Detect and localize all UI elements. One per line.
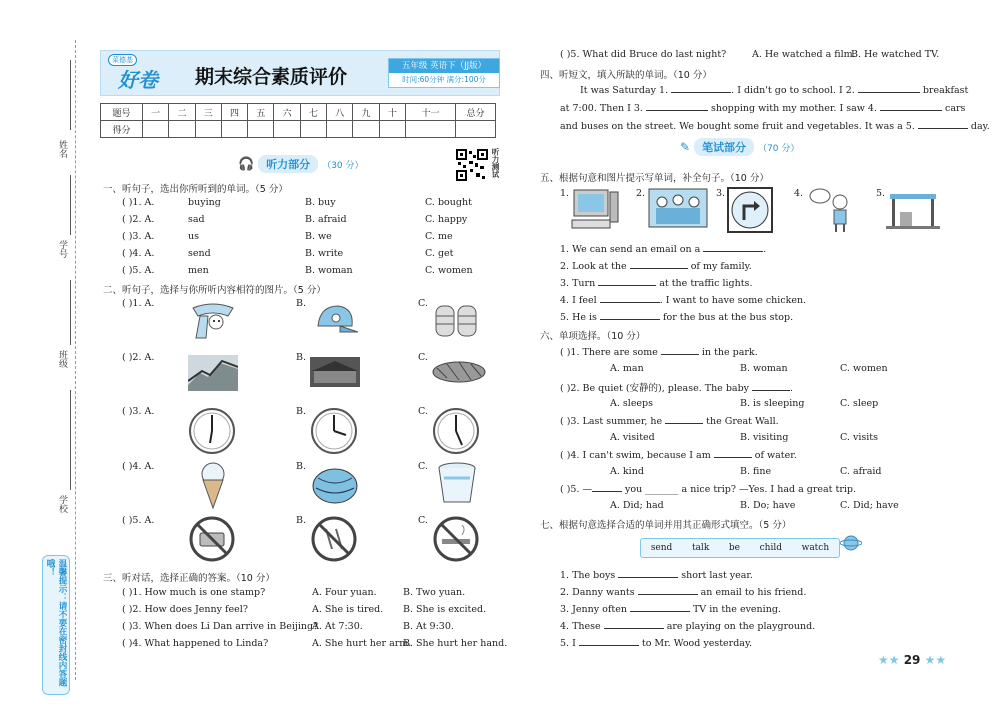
hungry-boy-picture[interactable] [806, 186, 856, 230]
fill-blank[interactable] [592, 483, 622, 492]
option-a[interactable]: A. sleeps [610, 398, 654, 409]
score-cell: 二 [169, 104, 195, 121]
sentence-text: 1. We can send an email on a [560, 244, 704, 255]
option-b[interactable]: B. write [305, 248, 344, 259]
dialogue-question: ( )3. When does Li Dan arrive in Beijing? [122, 621, 319, 632]
fill-blank[interactable] [598, 277, 656, 286]
option-b[interactable]: B. He watched TV. [851, 49, 940, 60]
writing-section-header [680, 138, 799, 156]
option-c[interactable]: C. happy [425, 214, 468, 225]
passage-line [580, 84, 968, 96]
sentence-item [560, 637, 752, 649]
gloves-picture[interactable] [432, 298, 482, 342]
question-number: ( )2. A. [122, 352, 155, 363]
no-smoking-sign[interactable] [432, 515, 480, 563]
sentence-item [560, 294, 806, 306]
fill-blank[interactable] [604, 620, 664, 629]
grade-label: 五年级 英语下（JJ版） [389, 59, 499, 73]
option-c: C. [418, 515, 428, 526]
score-cell: 十 [379, 104, 405, 121]
dialogue-question: ( )1. How much is one stamp? [122, 587, 266, 598]
option-a[interactable]: buying [188, 197, 221, 208]
sentence-text: at the traffic lights. [656, 278, 753, 289]
score-cell: 八 [327, 104, 353, 121]
option-b[interactable]: B. is sleeping [740, 398, 805, 409]
sentence-item [560, 620, 815, 632]
option-b: B. [296, 352, 307, 363]
sentence-item [560, 260, 752, 272]
choice-question [560, 380, 793, 394]
option-a[interactable]: A. At 7:30. [312, 621, 363, 632]
star-icon: ★★ [878, 653, 900, 667]
option-c: C. [418, 406, 428, 417]
bus-stop-picture[interactable] [886, 190, 940, 234]
listening-section-header [238, 155, 364, 173]
sentence-text: 2. Look at the [560, 261, 630, 272]
option-a[interactable]: A. Four yuan. [312, 587, 377, 598]
option-c: C. [418, 352, 428, 363]
pencil-icon: ✎ [680, 140, 691, 154]
score-cell: 一 [143, 104, 169, 121]
option-b[interactable]: B. woman [305, 265, 353, 276]
option-c[interactable]: C. me [425, 231, 453, 242]
picture-number: 1. [560, 188, 570, 199]
star-icon: ★★ [924, 653, 947, 667]
question-text: . [790, 383, 794, 394]
sentence-text: 5. He is [560, 312, 600, 323]
turn-right-sign[interactable] [726, 186, 776, 230]
choice-question [560, 483, 856, 495]
question-number: ( )3. A. [122, 406, 155, 417]
sentence-text: . I want to have some chicken. [659, 295, 807, 306]
fill-blank[interactable] [600, 294, 660, 303]
score-input[interactable] [195, 121, 221, 138]
option-c[interactable]: C. women [840, 363, 888, 374]
passage-text: and buses on the street. We bought some fruit and vegetables. It was a 5. [560, 121, 918, 132]
option-c: C. [418, 461, 428, 472]
option-a[interactable]: A. visited [610, 432, 655, 443]
name-line[interactable] [70, 60, 71, 130]
option-a[interactable]: A. He watched a film. [752, 49, 856, 60]
great-wall-picture[interactable] [188, 355, 238, 399]
sentence-item [560, 277, 752, 289]
passage-text: It was Saturday 1. [580, 85, 672, 96]
class-label: 班级 [57, 350, 67, 368]
school-line[interactable] [70, 390, 71, 490]
score-cell: 十一 [405, 104, 455, 121]
name-label: 姓名 [57, 140, 67, 158]
fill-blank[interactable] [618, 569, 678, 578]
sentence-text: for the bus at the bus stop. [659, 312, 794, 323]
option-b[interactable]: B. visiting [740, 432, 789, 443]
fill-blank[interactable] [630, 260, 688, 269]
dialogue-question: ( )4. What happened to Linda? [122, 638, 269, 649]
sentence-text: 3. Jenny often [560, 604, 630, 615]
option-a[interactable]: us [188, 231, 199, 242]
fill-blank[interactable] [858, 84, 920, 93]
word-bank-item: watch [801, 543, 830, 553]
question-text: ( )1. There are some [560, 347, 661, 358]
palace-picture[interactable] [310, 357, 360, 401]
clock-picture[interactable] [432, 407, 480, 455]
question-number: ( )1. A. [122, 298, 155, 309]
option-b: B. [296, 461, 307, 472]
passage-text: shopping with my mother. I saw 4. [707, 103, 880, 114]
binding-margin [0, 0, 95, 711]
word-bank-item: send [650, 543, 673, 553]
picture-number: 3. [716, 188, 726, 199]
score-input[interactable] [169, 121, 195, 138]
sentence-text: an email to his friend. [697, 587, 807, 598]
sentence-item [560, 603, 781, 615]
option-a[interactable]: A. Did; had [610, 500, 664, 511]
option-a[interactable]: A. man [610, 363, 644, 374]
question-text: in the park. [698, 347, 758, 358]
option-b[interactable]: B. She is excited. [403, 604, 487, 615]
option-c[interactable]: C. sleep [840, 398, 879, 409]
score-input[interactable] [274, 121, 300, 138]
fill-blank[interactable] [630, 603, 690, 612]
option-c[interactable]: C. visits [840, 432, 878, 443]
picture-number: 2. [636, 188, 646, 199]
student-id-label: 学号 [57, 240, 67, 258]
section2-title: 二、听句子，选择与你所听内容相符的图片。（5 分） [103, 285, 326, 296]
choice-question [560, 449, 797, 461]
question-number: ( )5. A. [122, 265, 155, 276]
sentence-text: 1. The boys [560, 570, 619, 581]
writing-points: （70 分） [758, 143, 800, 154]
option-b[interactable]: B. Do; have [740, 500, 796, 511]
writing-title: 笔试部分 [694, 138, 754, 156]
option-a[interactable]: men [188, 265, 209, 276]
family-photo-picture[interactable] [648, 188, 708, 232]
listening-title: 听力部分 [258, 155, 318, 173]
qr-label: 听力测试 [491, 148, 500, 178]
tip-box: 温馨提示：请不要在密封线内答题哦！ [42, 555, 70, 695]
section7-title: 七、根据句意选择合适的单词并用其正确形式填空。（5 分） [540, 520, 792, 531]
option-b[interactable]: B. afraid [305, 214, 347, 225]
sentence-text: 3. Turn [560, 278, 599, 289]
question-number: ( )2. A. [122, 214, 155, 225]
sentence-text: . [763, 244, 767, 255]
section5-title: 五、根据句意和图片提示写单词，补全句子。（10 分） [540, 173, 769, 184]
sentence-item [560, 586, 806, 598]
ice-cream-picture[interactable] [188, 460, 238, 510]
word-bank-item: talk [691, 543, 710, 553]
fill-blank[interactable] [703, 243, 763, 252]
page-title: 期末综合素质评价 [195, 66, 348, 88]
grade-box [388, 58, 500, 88]
fill-blank[interactable] [714, 449, 752, 458]
score-cell: 五 [248, 104, 274, 121]
section3-title: 三、听对话，选择正确的答案。（10 分） [103, 573, 275, 584]
score-table [100, 103, 496, 138]
dialogue-question: ( )5. What did Bruce do last night? [560, 49, 727, 60]
question-text: ( )5. — [560, 484, 593, 495]
score-cell: 九 [353, 104, 379, 121]
page-number: 29 [903, 653, 921, 667]
passage-text: breakfast [919, 85, 969, 96]
question-text: you _______ a nice trip? —Yes. I had a great trip. [622, 484, 857, 495]
score-input[interactable] [248, 121, 274, 138]
question-number: ( )3. A. [122, 231, 155, 242]
school-label: 学校 [57, 495, 67, 513]
picture-number: 4. [794, 188, 804, 199]
listening-points: （30 分） [322, 160, 364, 171]
fill-blank[interactable] [600, 311, 660, 320]
sentence-text: 4. I feel [560, 295, 600, 306]
sentence-text: are playing on the playground. [663, 621, 816, 632]
fill-blank[interactable] [579, 637, 639, 646]
sentence-item [560, 243, 766, 255]
score-input[interactable] [300, 121, 326, 138]
option-b[interactable]: B. At 9:30. [403, 621, 454, 632]
question-number: ( )5. A. [122, 515, 155, 526]
option-c[interactable]: C. Did; have [840, 500, 899, 511]
logo: 好卷 [118, 68, 158, 92]
clock-picture[interactable] [310, 407, 358, 455]
question-number: ( )4. A. [122, 248, 155, 259]
seal-line [75, 40, 76, 680]
score-input[interactable] [456, 121, 496, 138]
option-b[interactable]: B. She hurt her hand. [403, 638, 508, 649]
fill-blank[interactable] [671, 84, 731, 93]
section4-title: 四、听短文，填入所缺的单词。（10 分） [540, 70, 712, 81]
fill-blank[interactable] [880, 102, 942, 111]
option-a[interactable]: sad [188, 214, 205, 225]
passage-line [560, 120, 990, 132]
question-text: ( )2. Be quiet (安静的), please. The baby [560, 383, 753, 394]
fill-blank[interactable] [918, 120, 968, 129]
no-bus-sign[interactable] [188, 515, 236, 563]
question-text: ( )4. I can't swim, because I am [560, 450, 714, 461]
brand-label: 菜德基 [108, 54, 137, 66]
qr-code-icon[interactable] [456, 149, 488, 181]
score-input[interactable] [405, 121, 455, 138]
score-input[interactable] [353, 121, 379, 138]
scarf-picture[interactable] [188, 298, 238, 342]
option-c[interactable]: C. women [425, 265, 473, 276]
score-value-row [101, 121, 496, 138]
word-bank [640, 538, 840, 558]
question-text: of water. [751, 450, 797, 461]
score-input[interactable] [327, 121, 353, 138]
fill-blank[interactable] [661, 346, 699, 355]
score-cell: 三 [195, 104, 221, 121]
sentence-text: TV in the evening. [689, 604, 781, 615]
option-a[interactable]: send [188, 248, 211, 259]
class-line[interactable] [70, 280, 71, 345]
fill-blank[interactable] [638, 586, 698, 595]
fill-blank[interactable] [646, 102, 708, 111]
sentence-text: 2. Danny wants [560, 587, 638, 598]
question-text: ( )3. Last summer, he [560, 416, 666, 427]
score-cell: 四 [221, 104, 247, 121]
question-number: ( )1. A. [122, 197, 155, 208]
choice-question [560, 415, 779, 427]
option-b: B. [296, 515, 307, 526]
sentence-text: to Mr. Wood yesterday. [638, 638, 753, 649]
option-b[interactable]: B. Two yuan. [403, 587, 466, 598]
score-row-label: 得分 [101, 121, 143, 138]
option-b[interactable]: B. buy [305, 197, 336, 208]
word-bank-item: child [759, 543, 782, 553]
dialogue-question: ( )2. How does Jenny feel? [122, 604, 248, 615]
score-cell: 六 [274, 104, 300, 121]
watermelon-picture[interactable] [310, 462, 360, 506]
sentence-text: 5. I [560, 638, 579, 649]
option-c[interactable]: C. bought [425, 197, 472, 208]
score-input[interactable] [221, 121, 247, 138]
sentence-text: of my family. [687, 261, 752, 272]
score-input[interactable] [143, 121, 169, 138]
cap-picture[interactable] [310, 298, 360, 342]
option-c[interactable]: C. afraid [840, 466, 882, 477]
passage-text: . I didn't go to school. I 2. [731, 85, 858, 96]
option-b[interactable]: B. fine [740, 466, 772, 477]
computer-picture[interactable] [570, 188, 620, 232]
score-cell: 七 [300, 104, 326, 121]
question-text: the Great Wall. [703, 416, 779, 427]
score-input[interactable] [379, 121, 405, 138]
bird-nest-picture[interactable] [432, 360, 482, 404]
score-header-row [101, 104, 496, 121]
question-number: ( )4. A. [122, 461, 155, 472]
option-c[interactable]: C. get [425, 248, 454, 259]
option-b[interactable]: B. woman [740, 363, 788, 374]
sentence-text: short last year. [678, 570, 753, 581]
option-a[interactable]: A. She hurt her arm. [312, 638, 412, 649]
headphone-icon: 🎧 [238, 156, 255, 172]
option-b: B. [296, 406, 307, 417]
section1-title: 一、听句子，选出你所听到的单词。（5 分） [103, 184, 288, 195]
option-a[interactable]: A. She is tired. [312, 604, 384, 615]
id-line[interactable] [70, 175, 71, 235]
option-a[interactable]: A. kind [610, 466, 644, 477]
passage-text: cars [942, 103, 966, 114]
sentence-item [560, 569, 753, 581]
no-eating-sign[interactable] [310, 515, 358, 563]
choice-question [560, 346, 758, 358]
clock-picture[interactable] [188, 407, 236, 455]
fill-blank[interactable] [752, 382, 790, 391]
page-number-box [878, 653, 946, 667]
sentence-text: 4. These [560, 621, 604, 632]
drink-picture[interactable] [432, 460, 482, 506]
score-cell: 总分 [456, 104, 496, 121]
passage-text: day. [967, 121, 990, 132]
option-c: C. [418, 298, 428, 309]
passage-line [560, 102, 965, 114]
fill-blank[interactable] [665, 415, 703, 424]
picture-number: 5. [876, 188, 886, 199]
time-label: 时间:60分钟 满分:100分 [402, 75, 486, 84]
section6-title: 六、单项选择。（10 分） [540, 331, 646, 342]
sentence-item [560, 311, 793, 323]
option-b: B. [296, 298, 307, 309]
passage-text: at 7:00. Then I 3. [560, 103, 646, 114]
option-b[interactable]: B. we [305, 231, 332, 242]
word-bank-item: be [728, 543, 740, 553]
score-cell: 题号 [101, 104, 143, 121]
planet-icon [840, 532, 862, 557]
